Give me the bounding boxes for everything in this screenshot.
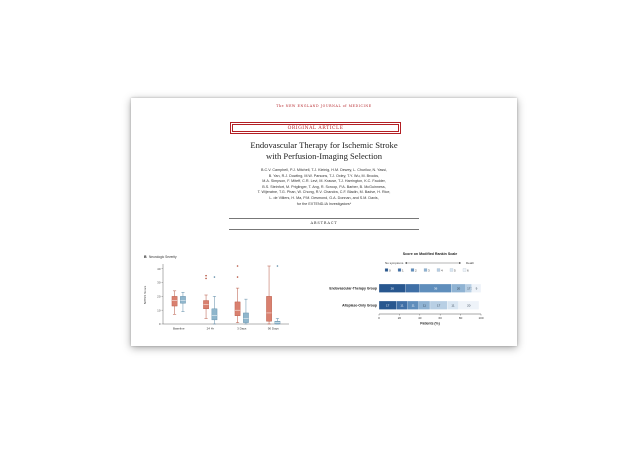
y-tick-label: 20 bbox=[157, 294, 161, 299]
bar-segment-label: 20 bbox=[467, 303, 471, 308]
title-line-2: with Perfusion-Imaging Selection bbox=[266, 151, 382, 161]
box-outlier bbox=[277, 265, 279, 267]
legend-swatch bbox=[411, 269, 414, 272]
x-tick-label: 3 Days bbox=[237, 326, 247, 331]
x-axis-label: Patients (%) bbox=[420, 321, 440, 326]
legend-label: 2 bbox=[415, 268, 417, 273]
y-tick-label: 30 bbox=[157, 280, 161, 285]
bar-segment-label: 26 bbox=[390, 286, 394, 291]
bar-segment-label: 9 bbox=[475, 286, 478, 291]
bar-segment-label: 17 bbox=[436, 303, 441, 308]
x-tick-label: 60 bbox=[438, 316, 442, 320]
scale-right-label: Death bbox=[465, 261, 474, 265]
legend-swatch bbox=[437, 269, 440, 272]
x-tick-label: 24 Hr bbox=[206, 326, 214, 331]
x-tick-label: 40 bbox=[418, 316, 422, 320]
legend-swatch bbox=[398, 269, 401, 272]
legend-label: 6 bbox=[467, 268, 469, 273]
x-tick-label: 20 bbox=[397, 316, 402, 320]
author-line: T. Wijeratne, T.G. Phan, W. Chong, R.V. Chandra, C.F. Bladin, M. Badve, H. Rice, bbox=[257, 190, 391, 195]
box-outlier bbox=[205, 278, 207, 280]
bar-segment-label: 17 bbox=[385, 303, 390, 308]
author-line: B.S. Steinfort, M. Priglinger, T. Ang, R. Scroop, P.A. Barber, B. McGuinness, bbox=[262, 184, 386, 189]
bar-segment bbox=[406, 284, 420, 293]
legend-swatch bbox=[424, 269, 427, 272]
bar-segment-label: 11 bbox=[400, 303, 404, 308]
author-line: M.A. Simpson, F. Miteff, C.R. Levi, M. Krause, T.J. Harrington, K.C. Faulder, bbox=[262, 179, 386, 184]
box-iqr bbox=[243, 313, 248, 323]
y-tick-label: 0 bbox=[158, 322, 161, 327]
bar-segment-label: 11 bbox=[451, 303, 455, 308]
article-type-frame bbox=[230, 122, 401, 134]
box-outlier bbox=[214, 276, 216, 278]
y-tick-label: 10 bbox=[157, 308, 161, 313]
article-title bbox=[191, 140, 457, 162]
x-tick-label: 80 bbox=[458, 316, 463, 320]
x-tick-label: 100 bbox=[478, 316, 484, 320]
legend-label: 3 bbox=[428, 268, 430, 273]
x-tick-label: 90 Days bbox=[267, 326, 279, 331]
box-iqr bbox=[235, 302, 240, 316]
author-line: B. Yan, R.J. Dowling, M.W. Parsons, T.J. Oxley, T.Y. Wu, M. Brooks, bbox=[268, 173, 380, 178]
author-line: L. de Villiers, H. Ma, P.M. Desmond, G.A. Donnan, and S.M. Davis, bbox=[269, 195, 379, 200]
scale-left-label: No symptoms bbox=[385, 261, 404, 265]
rankin-scale-chart bbox=[301, 246, 511, 336]
author-line: for the EXTEND-IA Investigators* bbox=[296, 201, 352, 206]
legend-label: 4 bbox=[441, 268, 443, 273]
article-type: ORIGINAL ARTICLE bbox=[287, 125, 344, 131]
scale-arrow-right bbox=[459, 262, 461, 264]
legend-label: 5 bbox=[454, 268, 456, 273]
section-label: ABSTRACT bbox=[310, 221, 338, 225]
paper-page bbox=[131, 98, 517, 346]
bar-segment-label: 11 bbox=[422, 303, 426, 308]
x-tick-label: Baseline bbox=[172, 326, 185, 331]
journal-name: The NEW ENGLAND JOURNAL of MEDICINE bbox=[276, 104, 372, 108]
bar-category-label: Endovascular-Therapy Group bbox=[329, 286, 377, 291]
box-iqr bbox=[180, 296, 185, 303]
x-tick-label: 0 bbox=[378, 316, 380, 320]
box-outlier bbox=[237, 265, 239, 267]
legend-label: 0 bbox=[389, 268, 391, 273]
legend-swatch bbox=[463, 269, 466, 272]
abstract-rule-top bbox=[229, 218, 419, 219]
box-outlier bbox=[205, 275, 207, 277]
box-iqr bbox=[266, 296, 271, 321]
bar-segment-label: 20 bbox=[456, 286, 461, 291]
legend-label: 1 bbox=[402, 268, 404, 273]
chart-title: Score on Modified Rankin Scale bbox=[402, 252, 458, 256]
chart-title: Neurologic Severity bbox=[149, 255, 177, 259]
bar-segment-label: 11 bbox=[411, 303, 415, 308]
box-outlier bbox=[237, 276, 239, 278]
bar-segment-label: 36 bbox=[433, 286, 438, 291]
panel-label: B bbox=[144, 255, 147, 259]
bar-segment-label: 17 bbox=[467, 286, 471, 291]
y-tick-label: 40 bbox=[157, 266, 161, 271]
bar-category-label: Alteplase-Only Group bbox=[342, 303, 377, 308]
author-list bbox=[199, 168, 449, 207]
author-line: B.C.V. Campbell, P.J. Mitchell, T.J. Kleinig, H.M. Dewey, L. Churilov, N. Yassi, bbox=[261, 168, 387, 172]
neurologic-severity-chart bbox=[143, 254, 293, 336]
abstract-rule-bottom bbox=[229, 229, 419, 230]
y-axis-label: NIHSS Score bbox=[143, 285, 147, 305]
scale-arrow-left bbox=[405, 262, 407, 264]
legend-swatch bbox=[385, 269, 388, 272]
box-iqr bbox=[172, 296, 177, 306]
title-line-1: Endovascular Therapy for Ischemic Stroke bbox=[250, 140, 398, 150]
legend-swatch bbox=[450, 269, 453, 272]
box-iqr bbox=[212, 309, 217, 320]
